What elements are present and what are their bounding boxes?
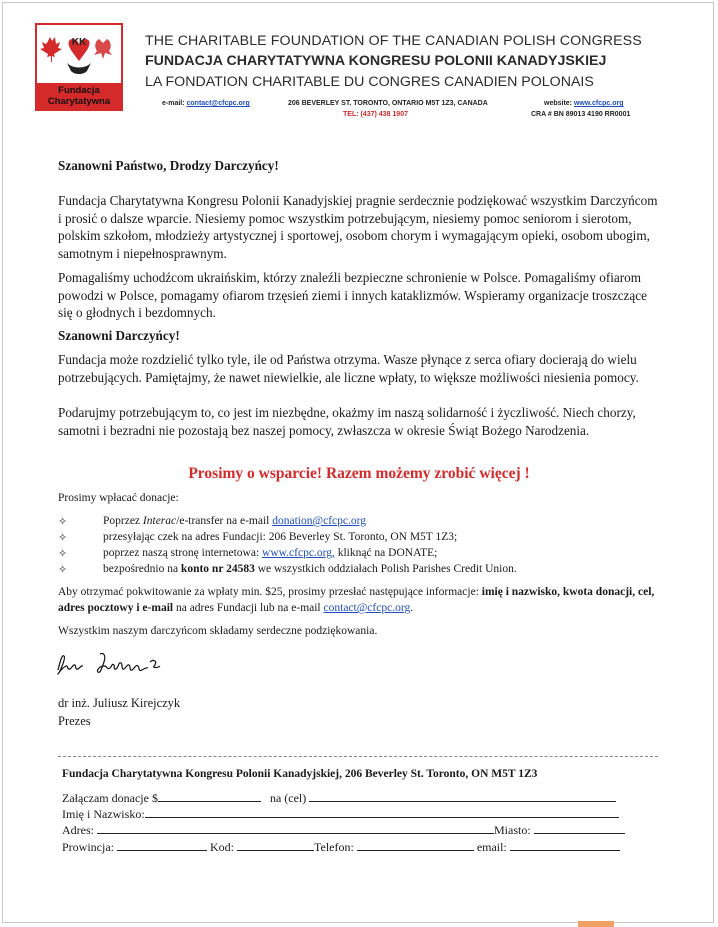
receipt-mid: na adres Fundacji lub na e-mail [173,602,324,614]
website-label: website: [544,100,573,107]
address-text: 206 BEVERLEY ST. TORONTO, ONTARIO M5T 1Z3, CANADA [288,100,488,107]
b3-post: kliknąć na DONATE; [334,547,438,559]
signer-name: dr inż. Juliusz Kirejczyk [58,696,181,710]
cel-label: na (cel) [269,791,307,805]
form-email-field[interactable] [510,839,620,851]
donation-purpose-field[interactable] [309,790,616,802]
website-link[interactable]: www.cfcpc.org [573,100,624,107]
telephone-text: TEL: (437) 438 1907 [343,111,408,118]
foundation-logo [35,23,123,111]
b3-pre: poprzez naszą stronę internetowa: [103,547,263,559]
postal-code-field[interactable] [237,839,314,851]
province-field[interactable] [117,839,207,851]
form-row-address [62,822,625,838]
province-label: Prowincja: [62,840,114,854]
b4-post: we wszystkich oddziałach Polish Parishes Credit Union. [254,563,517,575]
city-field[interactable] [534,822,625,834]
phone-label: Telefon: [314,840,354,854]
account-number: konto nr 24583 [180,563,255,575]
donate-intro: Prosimy wpłacać donacje: [58,492,179,504]
title-polish: FUNDACJA CHARYTATYWNA KONGRESU POLONII KANADYJSKIEJ [145,53,607,69]
city-label: Miasto: [494,823,531,837]
form-title: Fundacja Charytatywna Kongresu Polonii Kanadyjskiej, 206 Beverley St. Toronto, ON M5T 1Z3 [62,768,538,780]
bullet-etransfer [103,515,366,527]
address-label: Adres: [62,823,94,837]
bullet-icon: ✧ [58,531,68,544]
email-link[interactable]: contact@cfcpc.org [186,100,250,107]
donation-amount-field[interactable] [158,790,261,802]
cut-line [58,756,658,757]
signer-title: Prezes [58,714,91,728]
address-field[interactable] [97,822,494,834]
form-row-donation [62,790,616,806]
signature-image [54,648,169,683]
b1-pre: Poprzez [103,515,143,527]
b1-interac: Interac [142,515,177,527]
code-label: Kod: [210,840,234,854]
logo-caption [37,83,121,109]
logo-letters: KK [71,37,87,48]
paragraph-3: Fundacja może rozdzielić tylko tyle, ile od Państwa otrzyma. Wasze płynące z serca ofiary docierają do wielu potrzebujących. Pamiętajmy, że nawet niewielkie, ale liczne wpłaty, to większe możliwości niesienia pomocy. [58,352,639,385]
name-field[interactable] [145,806,619,818]
cra-number: CRA # BN 89013 4190 RR0001 [531,111,631,118]
b1-mid: /e-transfer na e-mail [176,515,273,527]
logo-line-1: Fundacja [58,85,100,96]
form-row-contact [62,839,620,855]
donation-email-link[interactable]: donation@cfcpc.org [272,515,366,527]
logo-emblem [37,25,121,85]
email-label: e-mail: [162,100,185,107]
greeting-2: Szanowni Darczyńcy! [58,328,180,343]
title-french: LA FONDATION CHARITABLE DU CONGRES CANADIEN POLONAIS [145,74,594,90]
document-page [2,2,714,923]
website-row [544,100,624,107]
bullet-account [103,563,517,575]
greeting: Szanowni Państwo, Drodzy Darczyńcy! [58,158,279,173]
logo-line-2: Charytatywna [47,96,111,107]
appeal-heading: Prosimy o wsparcie! Razem możemy zrobić więcej ! [188,465,530,482]
form-email-label: email: [476,840,507,854]
thanks-line: Wszystkim naszym darczyńcom składamy serdeczne podziękowania. [58,625,378,637]
receipt-required-fields: imię i nazwisko, kwota donacji, cel, adres pocztowy i e-mail [58,586,655,614]
form-row-name [62,806,619,822]
corner-mark [578,921,614,927]
paragraph-4: Podarujmy potrzebującym to, co jest im niezbędne, okażmy im naszą solidarność i życzliwość. Niech chorzy, samotni i bezradni nie pozostają bez naszej pomocy, zwłaszcza w okresie Świąt Bożego Narodzenia. [58,405,636,438]
donate-website-link[interactable]: www.cfcpc.org, [262,547,335,559]
b4-pre: bezpośrednio na [103,563,181,575]
bullet-icon: ✧ [58,547,68,560]
contact-email-row [162,100,250,107]
paragraph-1: Fundacja Charytatywna Kongresu Polonii Kanadyjskiej pragnie serdecznie podziękować wszystkim Darczyńcom i prosić o dalsze wparcie. Niesiemy pomoc wszystkim potrzebującym, niesiemy pomoc seniorom i sierotom, polskim szkołom, młodzieży artystycznej i sportowej, osobom chorym i wymagającym opieki, osobom ubogim, samotnym i niepełnosprawnym. [58,193,658,261]
paragraph-2: Pomagaliśmy uchodźcom ukraińskim, którzy znaleźli bezpieczne schronienie w Polsce. Pomagaliśmy ofiarom powodzi w Polsce, pomagamy ofiarom trzęsień ziemi i innych kataklizmów. Wspieramy organizacje troszczące się o głodnych i bezdomnych. [58,270,647,320]
phone-field[interactable] [357,839,474,851]
donation-label: Załączam donacje $ [62,791,158,805]
title-english: THE CHARITABLE FOUNDATION OF THE CANADIAN POLISH CONGRESS [145,33,642,49]
name-label: Imię i Nazwisko: [62,807,145,821]
bullet-icon: ✧ [58,515,68,528]
receipt-info [58,584,660,616]
receipt-end: . [410,602,414,614]
bullet-website [103,547,437,559]
bullet-icon: ✧ [58,563,68,576]
receipt-email-link[interactable]: contact@cfcpc.org [323,602,411,614]
bullet-cheque: przesyłając czek na adres Fundacji: 206 Beverley St. Toronto, ON M5T 1Z3; [103,531,458,543]
receipt-pre: Aby otrzymać pokwitowanie za wpłaty min. $25, prosimy przesłać następujące informacje: [58,586,482,598]
